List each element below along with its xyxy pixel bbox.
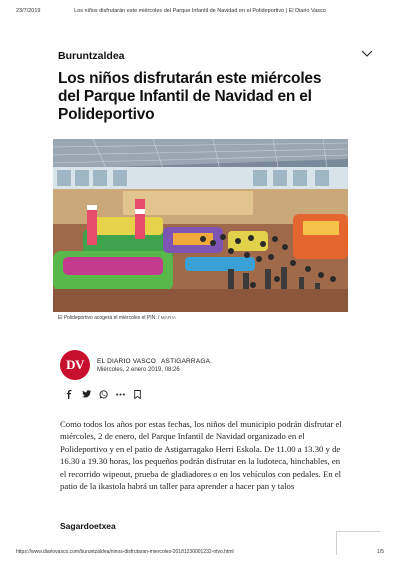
photo-caption [58, 315, 348, 321]
publish-date: Miércoles, 2 enero 2019, 08:26 [97, 367, 180, 373]
diario-vasco-logo[interactable]: DV [60, 350, 90, 380]
byline [60, 350, 340, 380]
print-header [16, 8, 384, 18]
bookmark-icon[interactable] [132, 389, 142, 399]
facebook-icon[interactable] [64, 389, 74, 399]
article-headline: Los niños disfrutarán este miércoles del Parque Infantil de Navidad en el Polideportivo [58, 70, 322, 123]
whatsapp-icon[interactable] [98, 389, 108, 399]
chevron-down-icon[interactable] [360, 46, 374, 58]
twitter-icon[interactable] [81, 389, 91, 399]
print-document-title: Los niños disfrutarán este miércoles del Parque Infantil de Navidad en el Polideportivo | El Diario Vasco [74, 8, 326, 14]
article-subhead: Sagardoetxea [60, 521, 116, 531]
article-photo [53, 139, 348, 312]
photo-illustration [53, 139, 348, 312]
print-date: 23/7/2019 [16, 8, 41, 14]
section-link[interactable]: Buruntzaldea [58, 50, 125, 62]
print-footer [16, 549, 384, 557]
more-icon[interactable] [115, 389, 125, 399]
article-body: Como todos los años por estas fechas, los niños del municipio podrán disfrutar el miércoles, 2 de enero, del Parque Infantil de Navidad organizado en el Polideportivo y en el patio de Astigarragako Herri Eskola. De 11.00 a 13.30 y de 16.30 a 19.30 horas, los pequeños podrán disfrutar en la ludoteca, hinchables, en el recorrido wipeout, prueba de gladiadores o en los vehículos con pedales. En el patio de la ikastola habrá un taller para aprender a hacer pan y talos [60, 419, 342, 492]
section-bar [58, 46, 374, 60]
caption-text: El Polideportivo acogerá el miércoles el PIN. [58, 315, 157, 321]
photo-credit: MARIA [160, 315, 177, 320]
byline-author[interactable]: EL DIARIO VASCO [97, 358, 156, 365]
share-bar [64, 388, 149, 400]
caption-separator: / [156, 315, 161, 321]
print-page-number: 1/5 [377, 549, 384, 555]
print-url: https://www.diariovasco.com/buruntzaldea/ninos-disfrutaran-miercoles-20181230001232-ntvo.html [16, 549, 234, 555]
byline-author-line [97, 358, 212, 365]
byline-location: ASTIGARRAGA. [161, 358, 213, 365]
